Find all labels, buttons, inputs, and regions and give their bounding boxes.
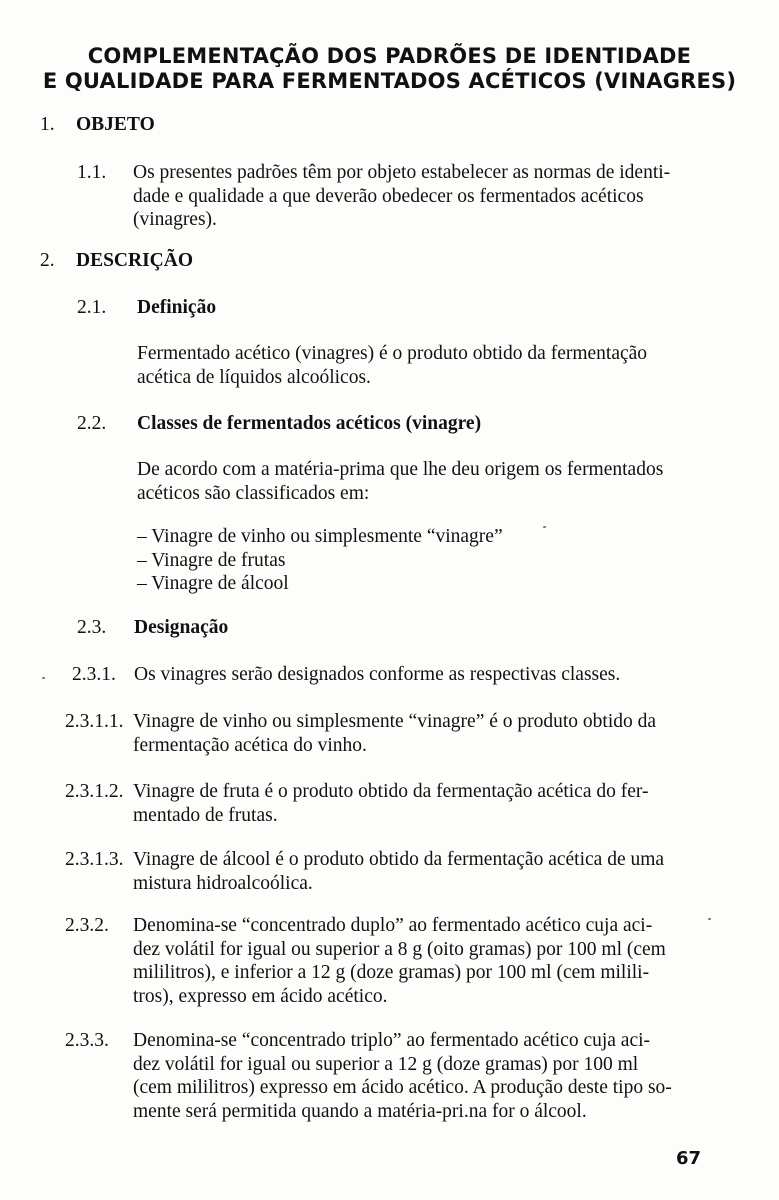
section-2-number: 2.	[40, 250, 55, 271]
list-item: – Vinagre de frutas	[137, 549, 286, 571]
section-2-2-paragraph	[137, 458, 705, 505]
section-2-1-number: 2.1.	[77, 297, 107, 318]
section-2-3-1-3-number: 2.3.1.3.	[65, 849, 124, 870]
section-2-3-1-number: 2.3.1.	[72, 664, 116, 685]
classes-list	[137, 525, 503, 596]
document-title-line-1: COMPLEMENTAÇÃO DOS PADRÕES DE IDENTIDADE	[87, 44, 692, 68]
section-2-2-heading: Classes de fermentados acéticos (vinagre)	[137, 413, 482, 434]
scan-speck	[708, 918, 711, 920]
paragraph-line: Denomina-se “concentrado triplo” ao fermentado acético cuja aci-	[133, 1030, 651, 1051]
paragraph-line: Denomina-se “concentrado duplo” ao fermentado acético cuja aci-	[133, 915, 653, 936]
paragraph-line: Os presentes padrões têm por objeto estabelecer as normas de identi-	[133, 162, 671, 183]
paragraph-line: mistura hidroalcoólica.	[133, 872, 313, 894]
paragraph-line: tros), expresso em ácido acético.	[133, 985, 388, 1007]
section-2-3-1-1-number: 2.3.1.1.	[65, 711, 124, 732]
section-2-3-1-2-paragraph	[133, 780, 705, 827]
paragraph-line: (cem mililitros) expresso em ácido acético. A produção deste tipo so-	[133, 1077, 672, 1098]
paragraph-line: Vinagre de vinho ou simplesmente “vinagre” é o produto obtido da	[133, 711, 657, 732]
paragraph-line: Vinagre de álcool é o produto obtido da fermentação acética de uma	[133, 849, 665, 870]
section-2-3-number: 2.3.	[77, 617, 107, 638]
section-2-3-1-text: Os vinagres serão designados conforme as respectivas classes.	[134, 664, 621, 685]
section-2-3-2-number: 2.3.2.	[65, 915, 109, 936]
list-item: – Vinagre de vinho ou simplesmente “vinagre”	[137, 526, 503, 547]
section-1-heading: OBJETO	[76, 114, 155, 135]
paragraph-line: acéticos são classificados em:	[137, 482, 370, 504]
page-number: 67	[676, 1148, 702, 1169]
section-2-3-2-paragraph	[133, 914, 705, 1008]
section-2-3-1-3-paragraph	[133, 848, 705, 895]
paragraph-line: (vinagres).	[133, 209, 217, 230]
section-1-1-number: 1.1.	[77, 162, 107, 183]
section-1-1-paragraph	[133, 161, 705, 232]
paragraph-line: dez volátil for igual ou superior a 8 g (oito gramas) por 100 ml (cem	[133, 938, 666, 960]
section-2-3-3-number: 2.3.3.	[65, 1030, 109, 1051]
scan-speck	[42, 677, 45, 679]
paragraph-line: Vinagre de fruta é o produto obtido da fermentação acética do fer-	[133, 781, 649, 802]
section-2-1-heading: Definição	[137, 297, 217, 318]
paragraph-line: dade e qualidade a que deverão obedecer os fermentados acéticos	[133, 185, 644, 207]
paragraph-line: acética de líquidos alcoólicos.	[137, 366, 371, 388]
section-2-3-1-2-number: 2.3.1.2.	[65, 781, 124, 802]
section-2-3-heading: Designação	[134, 617, 229, 638]
paragraph-line: fermentação acética do vinho.	[133, 734, 367, 756]
section-2-3-1-1-paragraph	[133, 710, 705, 757]
paragraph-line: mililitros), e inferior a 12 g (doze gramas) por 100 ml (cem milili-	[133, 962, 650, 983]
paragraph-line: mente será permitida quando a matéria-pri.na for o álcool.	[133, 1100, 587, 1122]
section-2-1-paragraph	[137, 342, 705, 389]
section-1-number: 1.	[40, 114, 55, 135]
section-2-3-3-paragraph	[133, 1029, 705, 1123]
list-item: – Vinagre de álcool	[137, 573, 289, 594]
document-title-line-2: E QUALIDADE PARA FERMENTADOS ACÉTICOS (VINAGRES)	[42, 69, 737, 93]
paragraph-line: dez volátil for igual ou superior a 12 g (doze gramas) por 100 ml	[133, 1053, 639, 1075]
paragraph-line: mentado de frutas.	[133, 804, 278, 826]
section-2-heading: DESCRIÇÃO	[76, 250, 194, 271]
paragraph-line: De acordo com a matéria-prima que lhe deu origem os fermentados	[137, 459, 664, 480]
paragraph-line: Fermentado acético (vinagres) é o produto obtido da fermentação	[137, 343, 648, 364]
scan-speck	[543, 526, 546, 528]
section-2-2-number: 2.2.	[77, 413, 107, 434]
